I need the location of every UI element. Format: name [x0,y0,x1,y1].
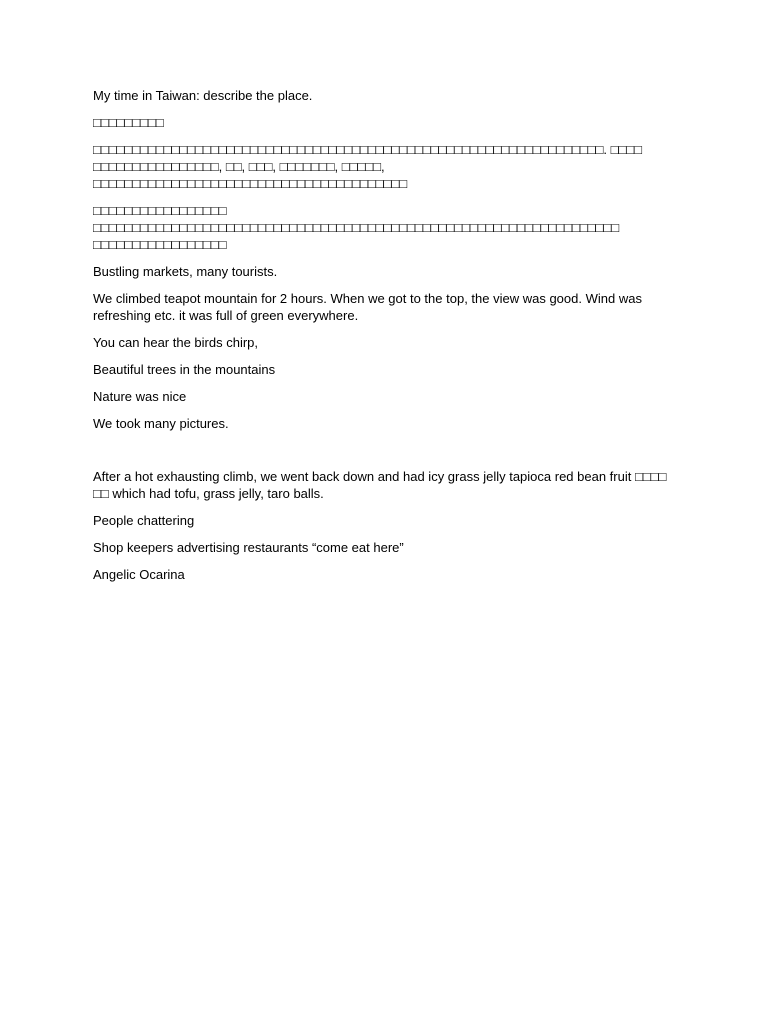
paragraph-shop-keepers: Shop keepers advertising restaurants “come eat here” [93,540,404,555]
paragraph-birds: You can hear the birds chirp, [93,335,259,350]
paragraph-trees: Beautiful trees in the mountains [93,362,276,377]
empty-line [93,442,675,468]
document-body [93,87,675,593]
paragraph-chinese-2: □□□□□□□□□□□□□□□□□ □□□□□□□□□□□□□□□□□□□□□□□□□□□□□□□□□□□□□□□□□□□□□□□□□□□□□□□□□□□□□□□□□□□ □□□□□□□□□□□□□□□□□ [93,203,623,252]
paragraph-chinese-heading: □□□□□□□□□ [93,115,164,130]
paragraph-title: My time in Taiwan: describe the place. [93,88,313,103]
paragraph-pictures: We took many pictures. [93,416,229,431]
paragraph-after-climb: After a hot exhausting climb, we went back down and had icy grass jelly tapioca red bean fruit □□□□ □□ which had tofu, grass jelly, taro balls. [93,469,670,501]
paragraph-chattering: People chattering [93,513,195,528]
paragraph-teapot-mountain: We climbed teapot mountain for 2 hours. When we got to the top, the view was good. Wind was refreshing etc. it was full of green everywhere. [93,291,646,323]
paragraph-chinese-1: □□□□□□□□□□□□□□□□□□□□□□□□□□□□□□□□□□□□□□□□□□□□□□□□□□□□□□□□□□□□□□□□□. □□□□ □□□□□□□□□□□□□□□□, □□, □□□, □□□□□□□, □□□□□, □□□□□□□□□□□□□□□□□□□□□□□□□□□□□□□□□□□□□□□□ [93,142,646,191]
paragraph-ocarina: Angelic Ocarina [93,567,185,582]
paragraph-markets: Bustling markets, many tourists. [93,264,278,279]
paragraph-nature: Nature was nice [93,389,187,404]
